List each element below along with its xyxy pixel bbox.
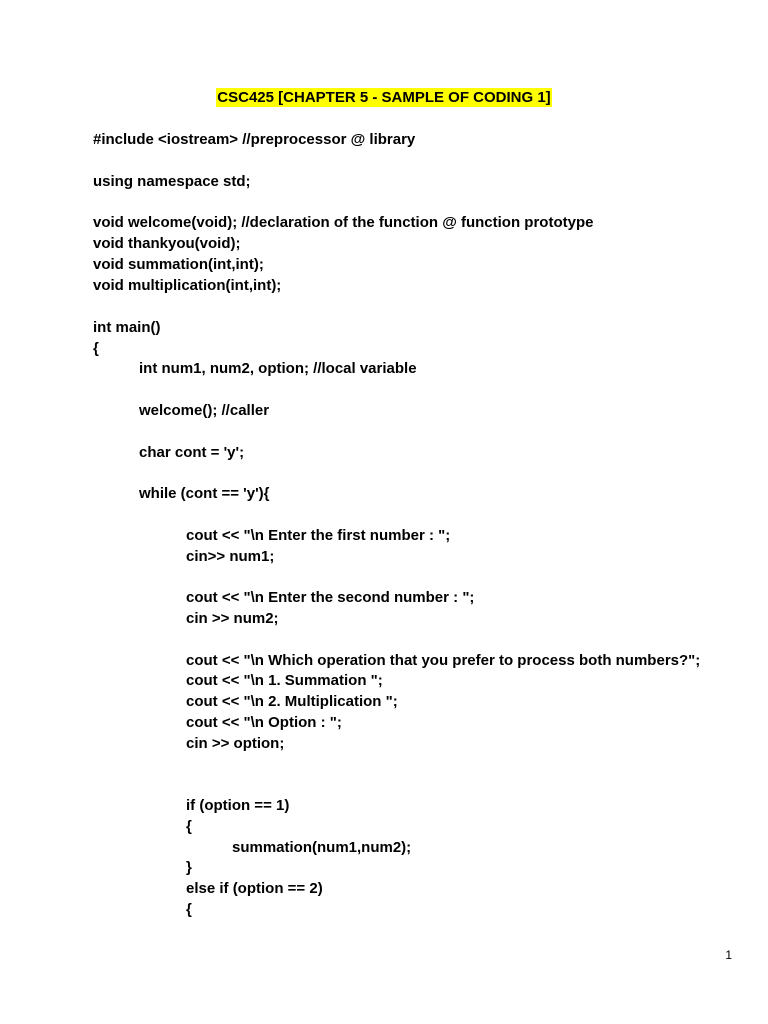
code-line: cin >> option; bbox=[186, 735, 285, 752]
code-line: void welcome(void); //declaration of the function @ function prototype bbox=[93, 214, 594, 231]
page-number: 1 bbox=[725, 948, 732, 962]
code-line: int num1, num2, option; //local variable bbox=[139, 360, 417, 377]
code-line: while (cont == 'y'){ bbox=[139, 485, 270, 502]
code-line: void summation(int,int); bbox=[93, 256, 264, 273]
code-line: summation(num1,num2); bbox=[232, 839, 412, 856]
code-line: else if (option == 2) bbox=[186, 880, 323, 897]
code-line: char cont = 'y'; bbox=[139, 444, 245, 461]
document-title bbox=[0, 88, 768, 108]
code-line: cout << "\n Which operation that you prefer to process both numbers?"; bbox=[186, 652, 701, 669]
code-line: { bbox=[93, 340, 99, 357]
code-line: #include <iostream> //preprocessor @ library bbox=[93, 131, 416, 148]
code-line: cout << "\n 2. Multiplication "; bbox=[186, 693, 398, 710]
code-line: cin >> num2; bbox=[186, 610, 279, 627]
code-line: { bbox=[186, 818, 192, 835]
code-line: int main() bbox=[93, 319, 161, 336]
code-line: } bbox=[186, 859, 192, 876]
code-line: if (option == 1) bbox=[186, 797, 290, 814]
code-line: { bbox=[186, 901, 192, 918]
code-line: cout << "\n Option : "; bbox=[186, 714, 342, 731]
code-line: void multiplication(int,int); bbox=[93, 277, 282, 294]
code-line: welcome(); //caller bbox=[139, 402, 270, 419]
code-line: cout << "\n 1. Summation "; bbox=[186, 672, 383, 689]
title-highlight: CSC425 [CHAPTER 5 - SAMPLE OF CODING 1] bbox=[217, 89, 551, 106]
code-line: using namespace std; bbox=[93, 173, 251, 190]
code-line: cin>> num1; bbox=[186, 548, 275, 565]
code-line: cout << "\n Enter the first number : "; bbox=[186, 527, 451, 544]
code-line: cout << "\n Enter the second number : "; bbox=[186, 589, 475, 606]
code-line: void thankyou(void); bbox=[93, 235, 241, 252]
